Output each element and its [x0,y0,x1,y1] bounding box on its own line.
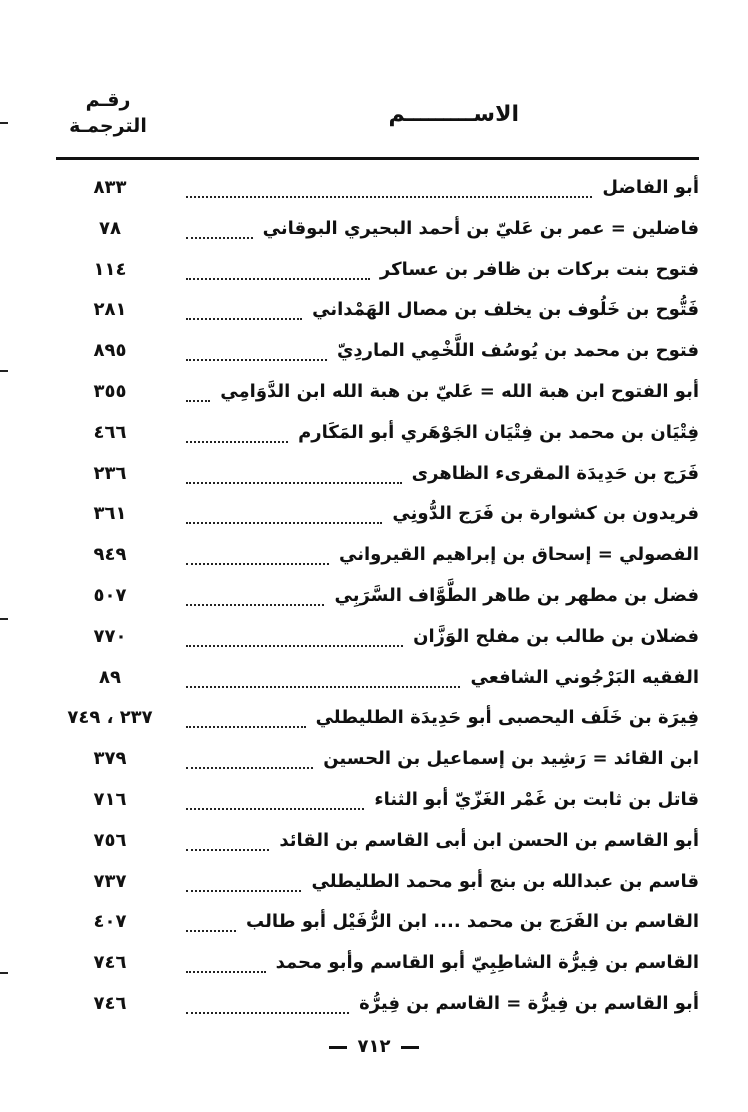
index-entry [56,413,699,454]
entry-name: فتوح بن محمد بن يُوسُف اللَّخْمِي الماردِيّ [336,340,699,362]
index-entry [56,250,699,291]
entry-number: ٧٨ [99,217,121,239]
name-column-label: الاســـــــــم [388,102,519,127]
index-entry [56,739,699,780]
index-entry [56,209,699,250]
footer-dash [329,1046,347,1049]
entry-name: فريدون بن كشوارة بن فَرَج الدُّونِي [392,503,699,525]
index-entry [56,862,699,903]
entry-number: ٤٠٧ [93,911,127,933]
entry-number: ٧٧٠ [93,625,127,647]
page-number: ٧١٢ [357,1036,391,1057]
index-entry [56,943,699,984]
entry-number: ٥٠٧ [93,584,127,606]
entry-number: ٨٩ [99,666,121,688]
leader-dots [186,178,592,198]
leader-dots [186,586,324,606]
index-entry [56,372,699,413]
leader-dots [186,708,306,728]
entry-name: أبو الفتوح ابن هبة الله = عَليّ بن هبة الله ابن الدَّوَامِي [220,380,699,402]
leader-dots [186,260,370,280]
leader-dots [186,300,302,320]
entry-number: ٢٣٧ ، ٧٤٩ [67,707,153,729]
entry-name: الفقيه البَرْجُوني الشافعي [470,666,699,688]
entry-name: فَتُّوح بن خَلُوف بن يخلف بن مصال الهَمْداني [312,299,699,321]
entry-name: أبو القاسم بن فِيرُّة = القاسم بن فِيرُّة [359,992,699,1014]
leader-dots [186,912,236,932]
entry-number: ١١٤ [93,258,127,280]
number-column-label-line2: الترجمـة [69,114,147,137]
index-entry [56,576,699,617]
index-entries [56,168,699,1025]
entry-number: ٣٥٥ [93,380,127,402]
index-entry [56,454,699,495]
entry-name: فضل بن مطهر بن طاهر الطَّوَّاف السَّرَبِي [334,584,699,606]
index-entry [56,494,699,535]
name-column-header [389,102,520,127]
page-footer [0,1036,748,1057]
entry-number: ٤٦٦ [93,421,127,443]
index-entry [56,821,699,862]
entry-number: ٧٣٧ [93,870,127,892]
margin-mark [0,972,8,974]
table-header [56,78,699,158]
entry-number: ٣٦١ [93,503,127,525]
entry-name: قاتل بن ثابت بن غَمْر الغَزّيّ أبو الثناء [374,788,699,810]
leader-dots [186,464,402,484]
entry-name: أبو القاسم بن الحسن ابن أبى القاسم بن القائد [279,829,699,851]
leader-dots [186,219,253,239]
entry-name: أبو الفاضل [602,177,699,198]
index-entry [56,902,699,943]
leader-dots [186,994,349,1014]
header-divider [56,157,699,160]
entry-number: ٩٤٩ [93,544,127,566]
margin-mark [0,618,8,620]
leader-dots [186,341,327,361]
entry-number: ٧٥٦ [93,829,127,851]
leader-dots [186,953,266,973]
margin-mark [0,370,8,372]
index-entry [56,290,699,331]
index-entry [56,780,699,821]
entry-name: فَرَج بن حَدِيدَة المقرىء الظاهرى [411,462,699,484]
entry-name: القاسم بن فِيرُّة الشاطِبِيّ أبو القاسم وأبو محمد [275,952,699,974]
margin-mark [0,122,8,124]
leader-dots [186,872,301,892]
number-column-header [56,88,160,139]
entry-number: ٢٨١ [93,299,127,321]
leader-dots [186,423,288,443]
number-column-label-line1: رقـم [85,89,131,111]
entry-name: فتوح بنت بركات بن ظافر بن عساكر [379,258,699,280]
entry-number: ٣٧٩ [93,748,127,770]
entry-number: ٧٤٦ [93,952,127,974]
index-entry [56,698,699,739]
index-entry [56,535,699,576]
entry-number: ٧٤٦ [93,992,127,1014]
entry-name: فِتْيَان بن محمد بن فِتْيَان الجَوْهَري أبو المَكَارم [298,421,699,443]
footer-dash [401,1046,419,1049]
leader-dots [186,668,460,688]
entry-number: ٨٩٥ [93,340,127,362]
entry-name: القاسم بن الفَرَج بن محمد .... ابن الرُّفَيْل أبو طالب [246,911,699,933]
entry-name: قاسم بن عبدالله بن بنج أبو محمد الطليطلي [311,870,699,892]
leader-dots [186,749,313,769]
leader-dots [186,831,269,851]
entry-name: ابن القائد = رَشِيد بن إسماعيل بن الحسين [323,748,699,770]
leader-dots [186,627,403,647]
leader-dots [186,382,210,402]
index-entry [56,168,699,209]
index-entry [56,658,699,699]
entry-name: فاضلين = عمر بن عَليّ بن أحمد البحيري البوقاني [262,217,699,239]
index-entry [56,331,699,372]
leader-dots [186,504,382,524]
entry-name: فضلان بن طالب بن مفلح الوَزَّان [413,625,699,647]
entry-name: الفصولي = إسحاق بن إبراهيم القيرواني [339,544,699,566]
entry-name: فِيرَة بن خَلَف اليحصبى أبو حَدِيدَة الطليطلي [315,707,699,729]
entry-number: ٨٣٣ [93,177,127,198]
entry-number: ٢٣٦ [93,462,127,484]
entry-number: ٧١٦ [93,788,127,810]
index-entry [56,984,699,1025]
leader-dots [186,545,329,565]
leader-dots [186,790,364,810]
index-entry [56,617,699,658]
